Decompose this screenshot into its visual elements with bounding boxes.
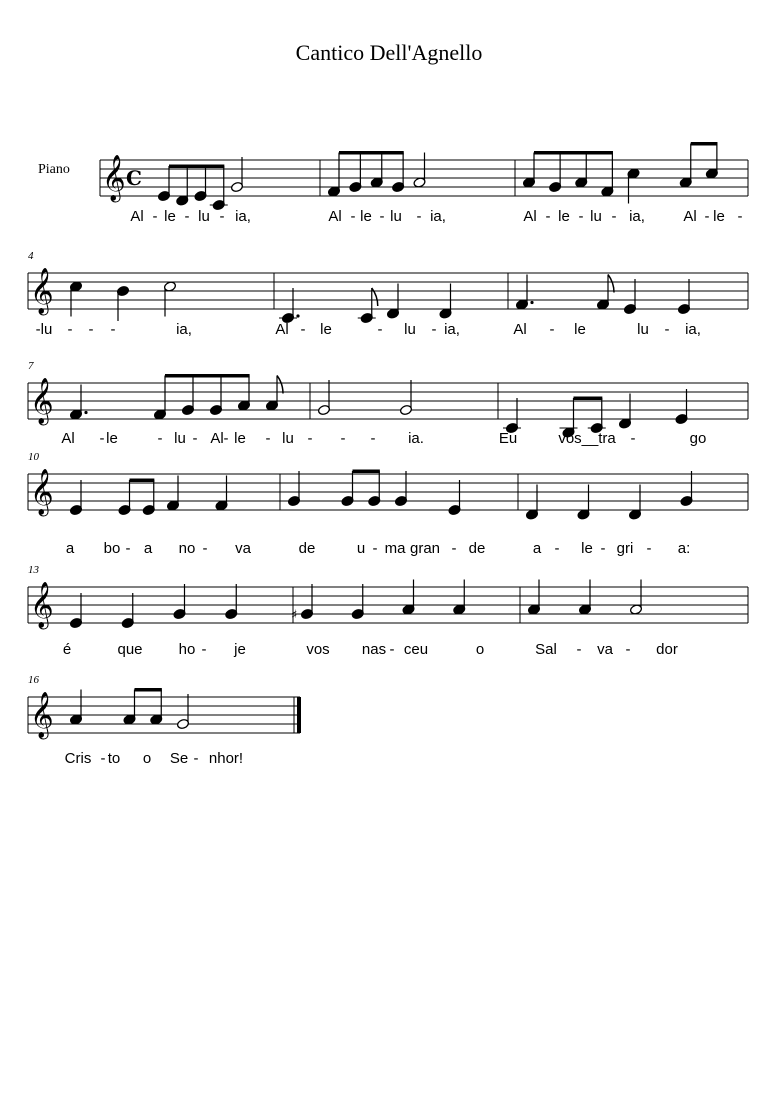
lyric-syllable: nhor!	[208, 750, 244, 767]
lyric-syllable: Sal	[535, 641, 557, 658]
lyric-syllable: va	[597, 641, 613, 658]
lyric-syllable: ia,	[685, 321, 701, 338]
lyric-syllable: gran	[409, 540, 441, 557]
lyric-syllable: -	[193, 750, 199, 767]
lyric-syllable: Se	[169, 750, 189, 767]
lyric-syllable: le	[106, 430, 118, 447]
lyric-syllable: Al	[210, 430, 224, 447]
staff-system	[28, 451, 748, 557]
measure-number: 4	[28, 250, 34, 262]
sharp-icon: ♯	[291, 608, 298, 623]
lyric-syllable: ma	[384, 540, 406, 557]
lyric-syllable: le	[713, 208, 725, 225]
lyric-syllable: le	[574, 321, 586, 338]
lyric-syllable: Al	[513, 321, 527, 338]
lyric-syllable: Al	[683, 208, 697, 225]
instrument-label: Piano	[38, 162, 70, 177]
lyric-syllable: ia,	[444, 321, 460, 338]
lyric-syllable: -	[192, 430, 198, 447]
lyric-syllable: -	[372, 540, 378, 557]
lyric-syllable: -	[99, 430, 105, 447]
lyric-syllable: a	[532, 540, 542, 557]
lyric-syllable: __	[581, 430, 599, 447]
lyric-syllable: -	[223, 430, 229, 447]
lyric-syllable: a:	[677, 540, 691, 557]
lyric-syllable: bo	[103, 540, 121, 557]
lyric-syllable: le	[360, 208, 372, 225]
lyric-syllable: go	[689, 430, 707, 447]
lyric-syllable: ia.	[408, 430, 424, 447]
treble-clef-icon: 𝄞	[30, 268, 54, 314]
lyric-syllable: -	[611, 208, 617, 225]
dot-icon	[530, 301, 533, 304]
note-beam	[165, 374, 250, 378]
lyric-syllable: -	[100, 750, 106, 767]
lyric-syllable: -	[554, 540, 560, 557]
treble-clef-icon: 𝄞	[30, 378, 54, 424]
lyric-syllable: vos	[306, 641, 330, 658]
lyric-syllable: nas	[361, 641, 387, 658]
lyric-syllable: -	[578, 208, 584, 225]
measure-number: 16	[28, 674, 39, 686]
staff-system	[28, 360, 748, 447]
lyric-syllable: -	[202, 540, 208, 557]
lyric-syllable: -	[350, 208, 356, 225]
dot-icon	[84, 411, 87, 414]
note-beam	[130, 479, 155, 483]
measure-number: 10	[28, 451, 39, 463]
lyric-syllable: ia,	[235, 208, 251, 225]
lyric-syllable: -	[300, 321, 306, 338]
staff-system	[28, 564, 748, 658]
lyric-syllable: -	[545, 208, 551, 225]
lyric-syllable: vos	[558, 430, 582, 447]
lyric-syllable: je	[234, 641, 246, 658]
lyric-syllable: -	[110, 321, 116, 338]
lyric-syllable: de	[468, 540, 486, 557]
lyric-syllable: lu	[174, 430, 186, 447]
score-title: Cantico Dell'Agnello	[295, 40, 483, 65]
note-beam	[353, 470, 380, 474]
lyric-syllable: -	[576, 641, 582, 658]
lyric-syllable: -	[416, 208, 422, 225]
lyric-syllable: -	[201, 641, 207, 658]
note-flag	[608, 275, 614, 293]
lyric-syllable: lu	[404, 321, 416, 338]
lyric-syllable: Al	[523, 208, 537, 225]
treble-clef-icon: 𝄞	[102, 155, 126, 201]
lyric-syllable: -	[265, 430, 271, 447]
lyric-syllable: -	[664, 321, 670, 338]
lyric-syllable: ia,	[430, 208, 446, 225]
lyric-syllable: lu	[198, 208, 210, 225]
lyric-syllable: que	[117, 641, 143, 658]
lyric-syllable: -	[451, 540, 457, 557]
lyric-syllable: Al	[130, 208, 144, 225]
lyric-syllable: -	[219, 208, 225, 225]
lyric-syllable: le	[164, 208, 176, 225]
lyric-syllable: -	[370, 430, 376, 447]
lyric-syllable: lu	[282, 430, 294, 447]
lyric-syllable: o	[475, 641, 485, 658]
lyric-syllable: le	[581, 540, 593, 557]
lyric-syllable: le	[320, 321, 332, 338]
lyric-syllable: u	[356, 540, 366, 557]
dot-icon	[296, 314, 299, 317]
lyric-syllable: lu	[637, 321, 649, 338]
lyric-syllable: -	[88, 321, 94, 338]
staff-system	[28, 674, 301, 767]
lyric-syllable: gri	[616, 540, 634, 557]
measure-number: 7	[28, 360, 34, 372]
note-beam	[339, 151, 404, 155]
lyric-syllable: -	[704, 208, 710, 225]
time-signature: C	[126, 166, 142, 190]
note-beam	[691, 142, 718, 146]
lyric-syllable: -	[307, 430, 313, 447]
lyric-syllable: -	[630, 430, 636, 447]
lyric-syllable: a	[143, 540, 153, 557]
lyric-syllable: -	[549, 321, 555, 338]
measure-number: 13	[28, 564, 39, 576]
lyric-syllable: o	[142, 750, 152, 767]
lyric-syllable: -	[67, 321, 73, 338]
lyric-syllable: dor	[656, 641, 678, 658]
lyric-syllable: -	[431, 321, 437, 338]
lyric-syllable: Al	[328, 208, 342, 225]
lyric-syllable: a	[65, 540, 75, 557]
note-flag	[277, 376, 283, 394]
lyric-syllable: Al	[275, 321, 289, 338]
lyric-syllable: -	[625, 641, 631, 658]
lyric-syllable: -	[646, 540, 652, 557]
lyric-syllable: -	[340, 430, 346, 447]
lyric-syllable: -	[389, 641, 395, 658]
lyric-syllable: -	[379, 208, 385, 225]
staff-lines	[28, 383, 748, 419]
lyric-syllable: -	[152, 208, 158, 225]
lyric-syllable: tra	[598, 430, 616, 447]
lyric-syllable: é	[62, 641, 72, 658]
final-barline-thick	[297, 697, 301, 733]
note-beam	[534, 151, 613, 155]
lyric-syllable: Al	[61, 430, 75, 447]
staff-systems	[28, 142, 748, 767]
lyric-syllable: le	[234, 430, 246, 447]
lyric-syllable: ia,	[176, 321, 192, 338]
lyric-syllable: -	[377, 321, 383, 338]
staff-lines	[28, 587, 748, 623]
lyric-syllable: lu	[590, 208, 602, 225]
lyric-syllable: le	[558, 208, 570, 225]
lyric-syllable: -	[157, 430, 163, 447]
lyric-syllable: ia,	[629, 208, 645, 225]
lyric-syllable: -	[184, 208, 190, 225]
lyric-syllable: -lu	[35, 321, 53, 338]
lyric-syllable: ho	[178, 641, 196, 658]
note-beam	[169, 165, 224, 169]
treble-clef-icon: 𝄞	[30, 692, 54, 738]
lyric-syllable: Eu	[498, 430, 518, 447]
staff-lines	[28, 273, 748, 309]
staff-lines	[28, 697, 300, 733]
treble-clef-icon: 𝄞	[30, 469, 54, 515]
lyric-syllable: -	[737, 208, 743, 225]
lyric-syllable: va	[235, 540, 251, 557]
staff-system	[28, 250, 748, 338]
lyric-syllable: lu	[390, 208, 402, 225]
staff-system	[100, 142, 748, 225]
lyric-syllable: ceu	[403, 641, 429, 658]
lyric-syllable: de	[298, 540, 316, 557]
treble-clef-icon: 𝄞	[30, 582, 54, 628]
lyric-syllable: to	[107, 750, 121, 767]
note-beam	[135, 688, 162, 692]
lyric-syllable: -	[600, 540, 606, 557]
lyric-syllable: -	[125, 540, 131, 557]
note-beam	[574, 397, 603, 401]
lyric-syllable: no	[178, 540, 196, 557]
lyric-syllable: Cris	[64, 750, 92, 767]
